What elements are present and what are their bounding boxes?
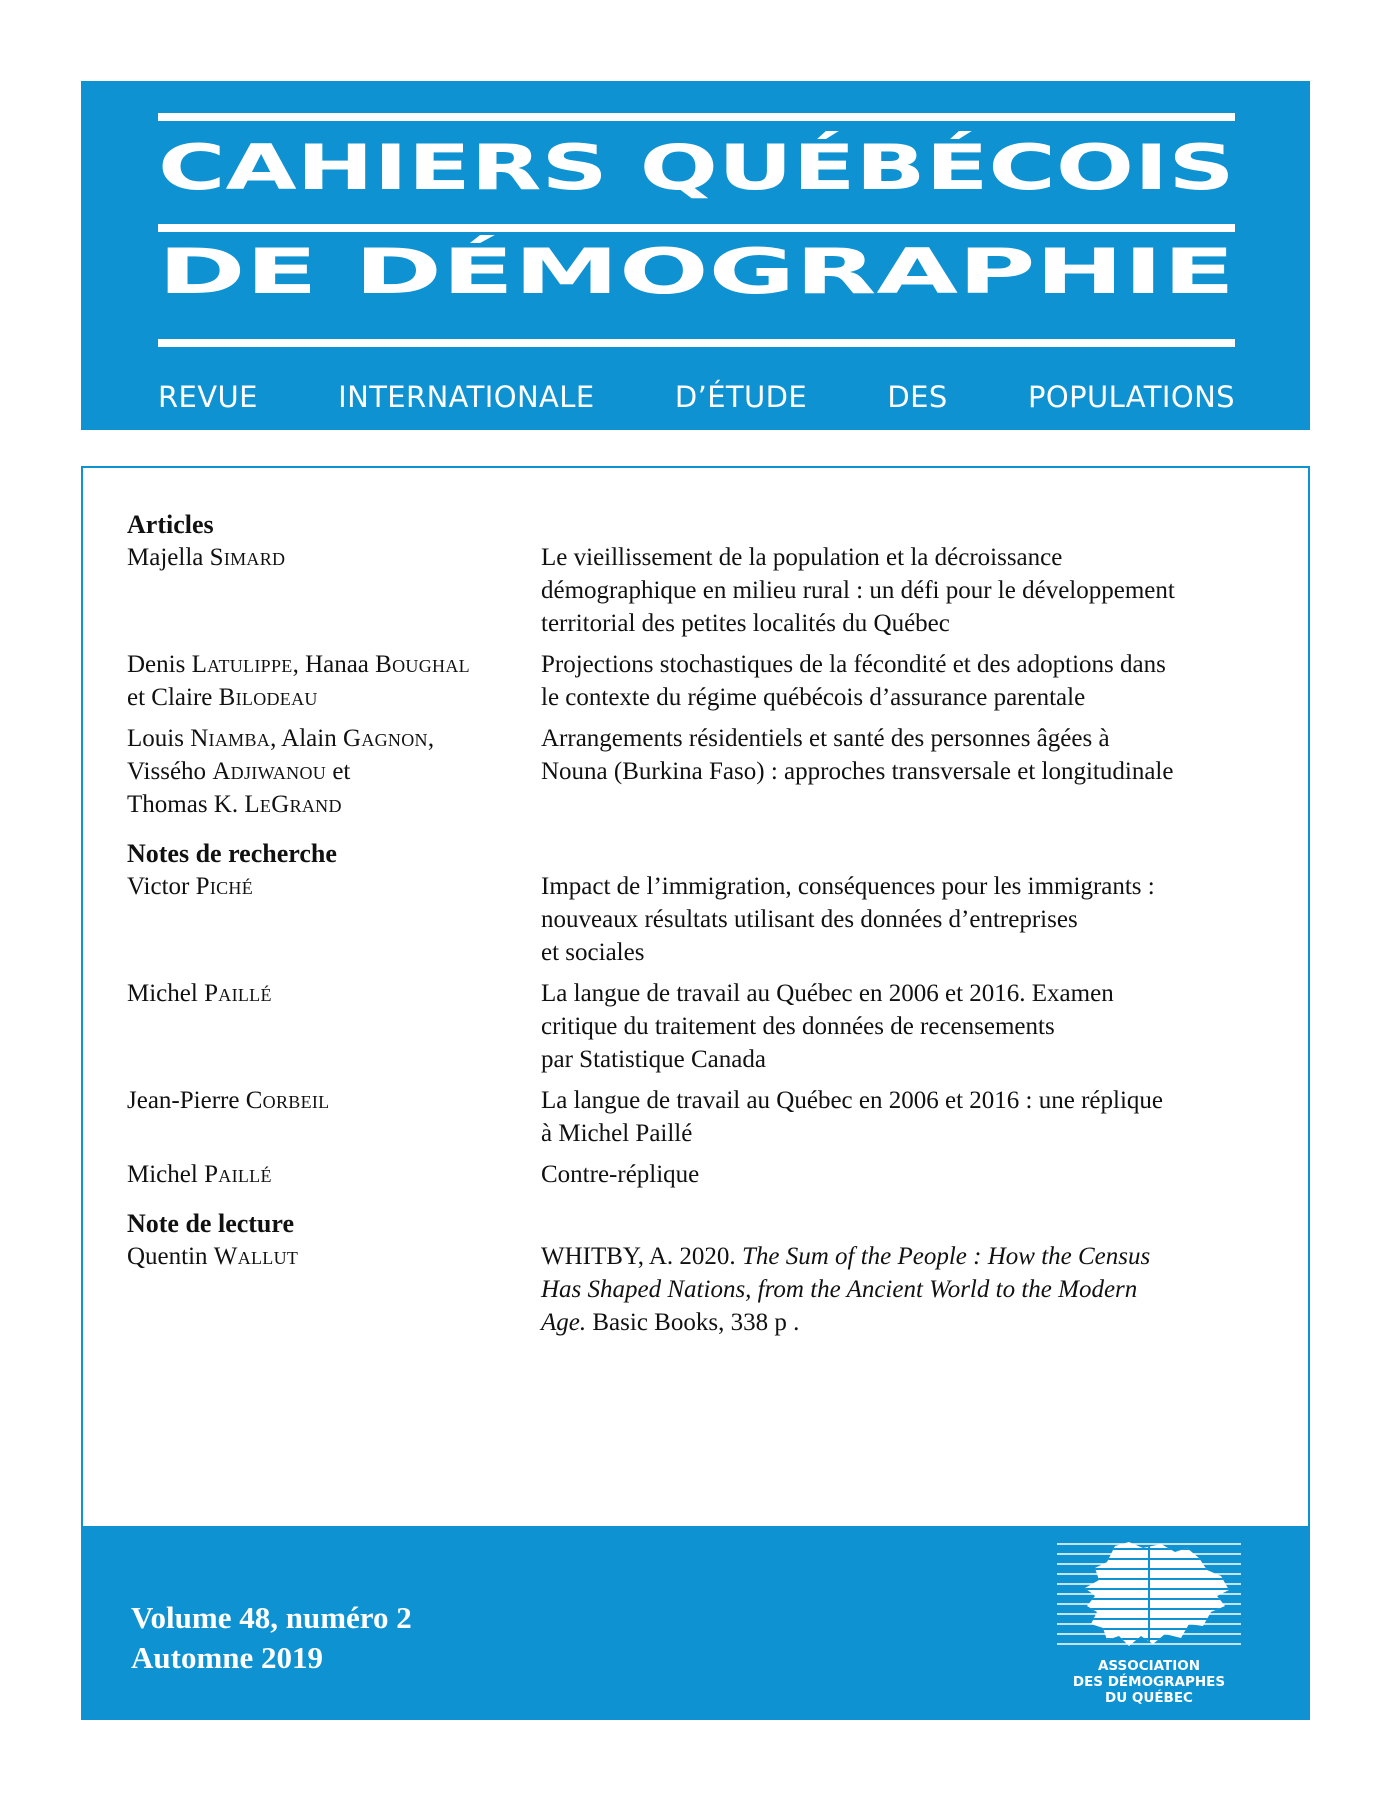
header-rule-middle [158, 224, 1235, 232]
entry-title: WHITBY, A. 2020. The Sum of the People : How the Census Has Shaped Nations, from the Ancient World to the Modern Age. Basic Books, 338 p . [541, 1243, 1151, 1336]
entry-authors: Michel Paillé [127, 980, 272, 1007]
association-name-line-3: DU QUÉBEC [1105, 1690, 1193, 1706]
entry-title: La langue de travail au Québec en 2006 et 2016. Examen critique du traitement des données de recensements par Statistique Canada [541, 980, 1114, 1073]
association-name-line-2: DES DÉMOGRAPHES [1072, 1674, 1226, 1690]
entry-title: Arrangements résidentiels et santé des personnes âgées à Nouna (Burkina Faso) : approches transversale et longitudinale [541, 725, 1174, 785]
entry-title: La langue de travail au Québec en 2006 et 2016 : une réplique à Michel Paillé [541, 1087, 1163, 1147]
section-title: Articles [127, 510, 214, 539]
association-name [1049, 1658, 1249, 1706]
toc-entry [127, 977, 1267, 1076]
entry-authors: Denis Latulippe, Hanaa Boughal et Claire Bilodeau [127, 651, 470, 711]
entry-authors: Quentin Wallut [127, 1243, 299, 1270]
issue-footer [81, 1526, 1310, 1720]
header-rule-top [158, 113, 1235, 121]
issue-info [131, 1598, 412, 1678]
journal-title-line-1: CAHIERS QUÉBÉCOIS [158, 131, 1235, 204]
entry-authors: Louis Niamba, Alain Gagnon, Vissého Adjiwanou et Thomas K. LeGrand [127, 725, 435, 818]
journal-title-line-2: DE DÉMOGRAPHIE [158, 235, 1235, 308]
entry-authors: Majella Simard [127, 544, 286, 571]
entry-title: Projections stochastiques de la fécondité et des adoptions dans le contexte du régime québécois d’assurance parentale [541, 651, 1166, 711]
toc-entry [127, 722, 1267, 821]
entry-title: Impact de l’immigration, conséquences pour les immigrants : nouveaux résultats utilisant des données d’entreprises et sociales [541, 873, 1155, 966]
journal-header [81, 81, 1310, 430]
toc-entry [127, 541, 1267, 640]
toc-entry [127, 1240, 1267, 1339]
issue-season: Automne 2019 [131, 1640, 324, 1675]
section-title: Notes de recherche [127, 839, 337, 868]
entry-authors: Victor Piché [127, 873, 254, 900]
volume-number: Volume 48, numéro 2 [131, 1600, 412, 1635]
entry-authors: Michel Paillé [127, 1161, 272, 1188]
entry-title: Le vieillissement de la population et la décroissance démographique en milieu rural : un défi pour le développement territorial des petites localités du Québec [541, 544, 1175, 637]
header-rule-bottom [158, 339, 1235, 347]
association-name-line-1: ASSOCIATION [1097, 1658, 1201, 1674]
entry-title: Contre-réplique [541, 1161, 700, 1188]
entry-authors: Jean-Pierre Corbeil [127, 1087, 330, 1114]
table-of-contents [127, 508, 1267, 1339]
toc-entry [127, 870, 1267, 969]
toc-entry [127, 1084, 1267, 1150]
section-title: Note de lecture [127, 1209, 295, 1238]
quebec-map-logo-icon [1057, 1540, 1241, 1652]
table-of-contents-panel [81, 466, 1310, 1528]
association-logo [1049, 1540, 1249, 1710]
journal-subtitle: REVUE INTERNATIONALE D’ÉTUDE DES POPULATIONS [158, 380, 1235, 414]
toc-entry [127, 1158, 1267, 1191]
toc-entry [127, 648, 1267, 714]
